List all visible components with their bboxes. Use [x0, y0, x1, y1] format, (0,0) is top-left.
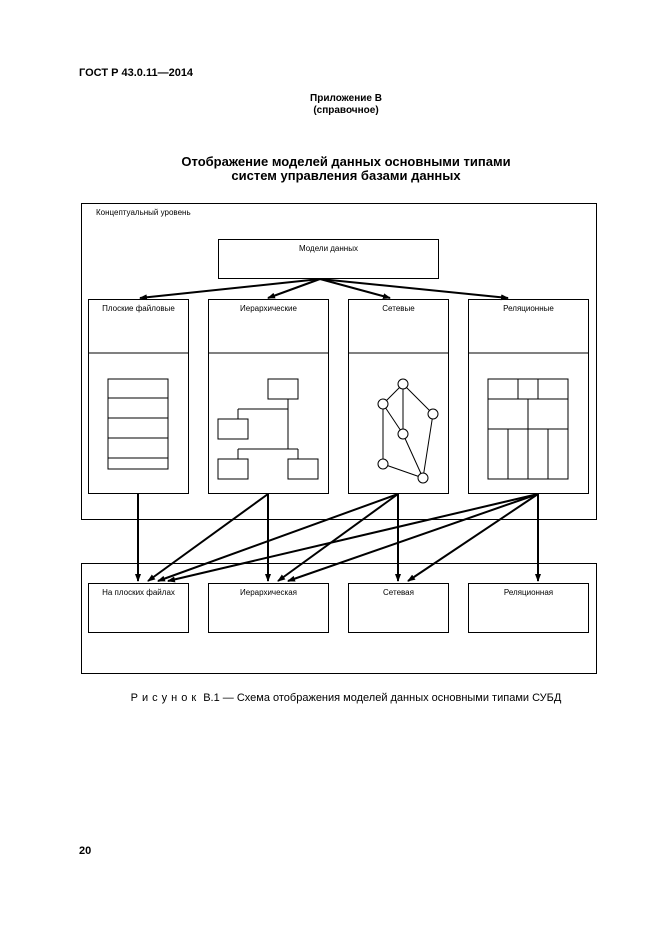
relational-illustration [488, 379, 568, 479]
figure-title-line2: систем управления базами данных [231, 168, 461, 183]
page-number: 20 [79, 845, 92, 857]
appendix-title: Приложение В [310, 93, 382, 104]
model-label-relational: Реляционные [503, 304, 554, 313]
appendix-note: (справочное) [313, 105, 379, 116]
model-label-flat-files: Плоские файловые [102, 304, 175, 313]
conceptual-level-label: Концептуальный уровень [96, 208, 191, 217]
dbms-label-flat-files: На плоских файлах [102, 588, 175, 597]
model-label-hierarchical: Иерархические [240, 304, 297, 313]
dbms-label-relational: Реляционная [503, 588, 554, 597]
document-code: ГОСТ Р 43.0.11—2014 [79, 67, 194, 79]
flat-file-illustration [108, 379, 168, 469]
dbms-label-network: Сетевая [383, 588, 414, 597]
caption-lead: Рисунок [130, 692, 201, 704]
arrows-to-dbms [138, 494, 538, 581]
figure-title-line1: Отображение моделей данных основными типами [181, 154, 511, 169]
data-models-label: Модели данных [299, 244, 358, 253]
hierarchical-illustration [218, 379, 318, 479]
dbms-label-hierarchical: Иерархическая [240, 588, 297, 597]
network-illustration [378, 379, 438, 483]
caption-text: В.1 — Схема отображения моделей данных основными типами СУБД [203, 692, 562, 704]
arrows-to-models [140, 279, 508, 298]
model-label-network: Сетевые [382, 304, 415, 313]
figure-caption [0, 692, 661, 704]
